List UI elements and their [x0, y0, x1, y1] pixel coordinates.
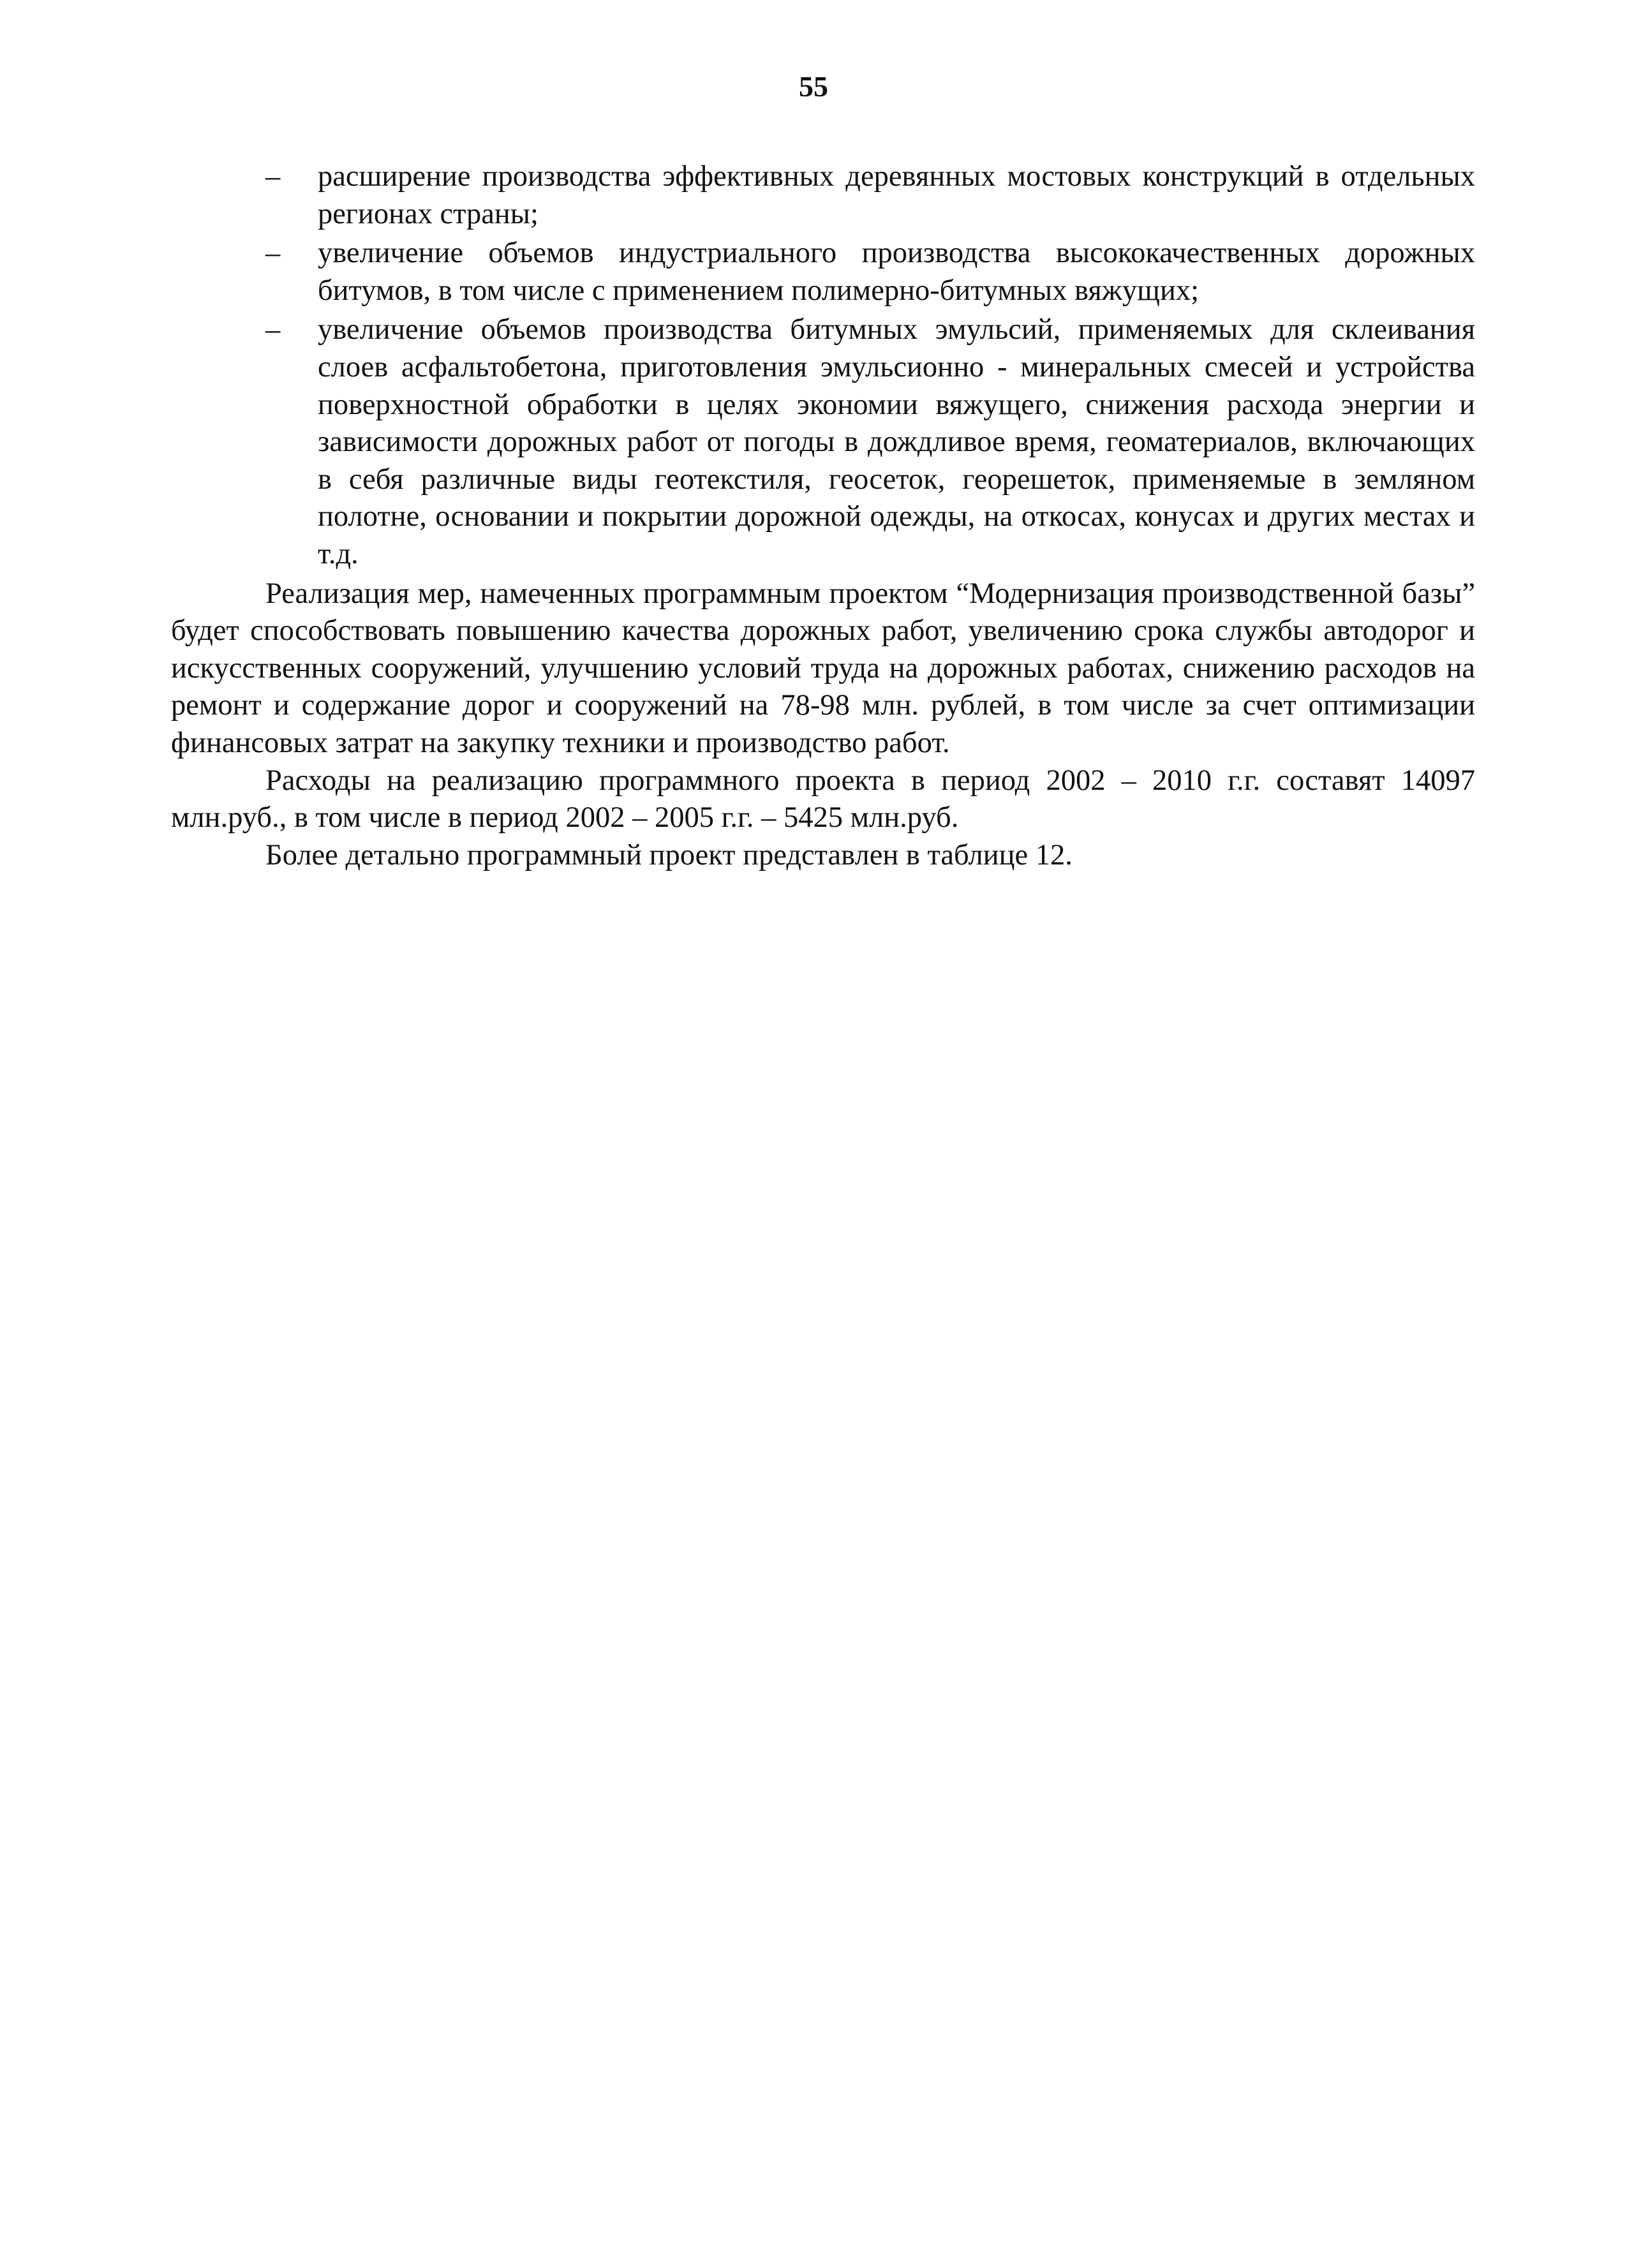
- dash-marker: –: [265, 237, 281, 270]
- page-number: 55: [799, 70, 828, 103]
- dash-marker: –: [265, 160, 281, 193]
- paragraph-expenses: Расходы на реализацию программного проекта в период 2002 – 2010 г.г. составят 14097 млн.руб., в том числе в период 2002 – 2005 г.г. – 5425 млн.руб.: [171, 764, 1475, 834]
- list-item-text: увеличение объемов производства битумных эмульсий, применяемых для склеивания слоев асфальтобетона, приготовления эмульсионно - минеральных смесей и устройства поверхностной обработки в целях экономии вяжущего, снижения расхода энергии и зависимости дорожных работ от погоды в дождливое время, геоматериалов, включающих в себя различные виды геотекстиля, геосеток, георешеток, применяемые в земляном полотне, основании и покрытии дорожной одежды, на откосах, конусах и других местах и т.д.: [318, 313, 1475, 570]
- paragraph-table-reference: Более детально программный проект представлен в таблице 12.: [265, 838, 1073, 871]
- list-item: [171, 235, 1475, 309]
- list-item: [171, 311, 1475, 573]
- dash-marker: –: [265, 313, 281, 346]
- list-item: [171, 158, 1475, 233]
- paragraph-implementation: Реализация мер, намеченных программным проектом “Модернизация производственной базы” будет способствовать повышению качества дорожных работ, увеличению срока службы автодорог и искусственных сооружений, улучшению условий труда на дорожных работах, снижению расходов на ремонт и содержание дорог и сооружений на 78-98 млн. рублей, в том числе за счет оптимизации финансовых затрат на закупку техники и производство работ.: [171, 577, 1475, 759]
- list-item-text: расширение производства эффективных деревянных мостовых конструкций в отдельных регионах страны;: [318, 160, 1475, 230]
- document-body: [171, 158, 1475, 874]
- list-item-text: увеличение объемов индустриального производства высококачественных дорожных битумов, в том числе с применением полимерно-битумных вяжущих;: [318, 237, 1475, 307]
- bullet-list: [171, 158, 1475, 574]
